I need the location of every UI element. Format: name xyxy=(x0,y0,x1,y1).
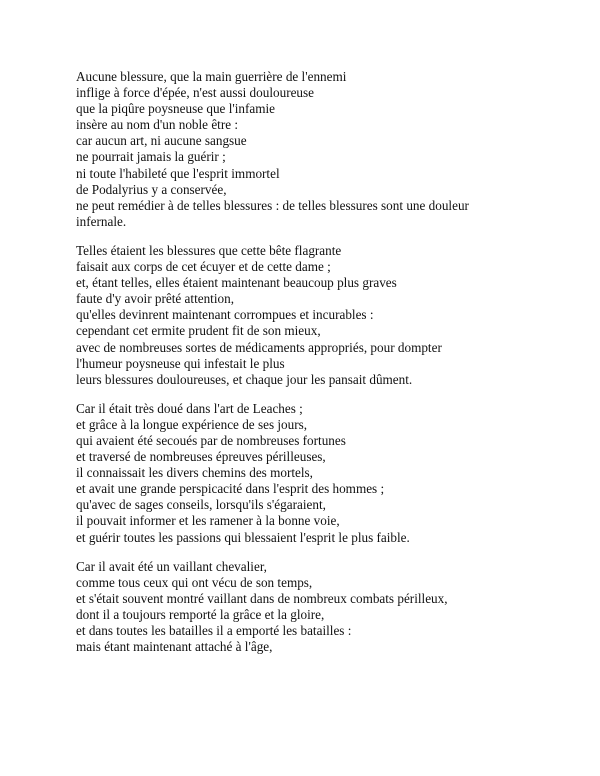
text-line: car aucun art, ni aucune sangsue xyxy=(76,133,247,149)
text-line: et guérir toutes les passions qui blessaient l'esprit le plus faible. xyxy=(76,529,410,545)
text-line: il pouvait informer et les ramener à la bonne voie, xyxy=(76,513,340,529)
text-line: et s'était souvent montré vaillant dans de nombreux combats périlleux, xyxy=(76,590,448,606)
text-line: comme tous ceux qui ont vécu de son temps, xyxy=(76,574,313,590)
text-line: Car il avait été un vaillant chevalier, xyxy=(76,558,267,574)
text-line: l'humeur poysneuse qui infestait le plus xyxy=(76,355,285,371)
text-line: et avait une grande perspicacité dans l'esprit des hommes ; xyxy=(76,481,385,497)
text-line: mais étant maintenant attaché à l'âge, xyxy=(76,639,273,655)
document-page xyxy=(76,69,586,668)
text-line: Aucune blessure, que la main guerrière de l'ennemi xyxy=(76,69,347,84)
text-line: avec de nombreuses sortes de médicaments appropriés, pour dompter xyxy=(76,339,442,355)
text-line: dont il a toujours remporté la grâce et la gloire, xyxy=(76,606,325,622)
text-line: leurs blessures douloureuses, et chaque jour les pansait dûment. xyxy=(76,371,413,387)
text-line: faisait aux corps de cet écuyer et de cette dame ; xyxy=(76,259,331,275)
text-line: que la piqûre poysneuse que l'infamie xyxy=(76,101,276,117)
text-line: Car il était très doué dans l'art de Leaches ; xyxy=(76,400,303,416)
stanza-2 xyxy=(76,243,586,388)
text-line: infernale. xyxy=(76,213,127,229)
text-line: ne peut remédier à de telles blessures : de telles blessures sont une douleur xyxy=(76,197,469,213)
text-line: et traversé de nombreuses épreuves périlleuses, xyxy=(76,449,326,465)
text-line: inflige à force d'épée, n'est aussi douloureuse xyxy=(76,85,315,101)
stanza-3 xyxy=(76,401,586,546)
text-line: qu'elles devinrent maintenant corrompues et incurables : xyxy=(76,307,374,323)
text-line: insère au nom d'un noble être : xyxy=(76,117,239,133)
text-line: et, étant telles, elles étaient maintenant beaucoup plus graves xyxy=(76,275,397,291)
text-line: ne pourrait jamais la guérir ; xyxy=(76,149,226,165)
text-line: Telles étaient les blessures que cette bête flagrante xyxy=(76,242,342,258)
text-line: et grâce à la longue expérience de ses jours, xyxy=(76,416,308,432)
text-line: faute d'y avoir prêté attention, xyxy=(76,291,234,307)
text-line: qui avaient été secoués par de nombreuses fortunes xyxy=(76,432,346,448)
text-line: et dans toutes les batailles il a emporté les batailles : xyxy=(76,623,352,638)
text-line: cependant cet ermite prudent fit de son mieux, xyxy=(76,323,321,339)
stanza-1 xyxy=(76,69,586,230)
text-line: de Podalyrius y a conservée, xyxy=(76,181,227,197)
text-line: il connaissait les divers chemins des mortels, xyxy=(76,465,313,481)
stanza-4 xyxy=(76,559,586,656)
text-line: qu'avec de sages conseils, lorsqu'ils s'égaraient, xyxy=(76,497,326,513)
text-line: ni toute l'habileté que l'esprit immortel xyxy=(76,165,280,181)
